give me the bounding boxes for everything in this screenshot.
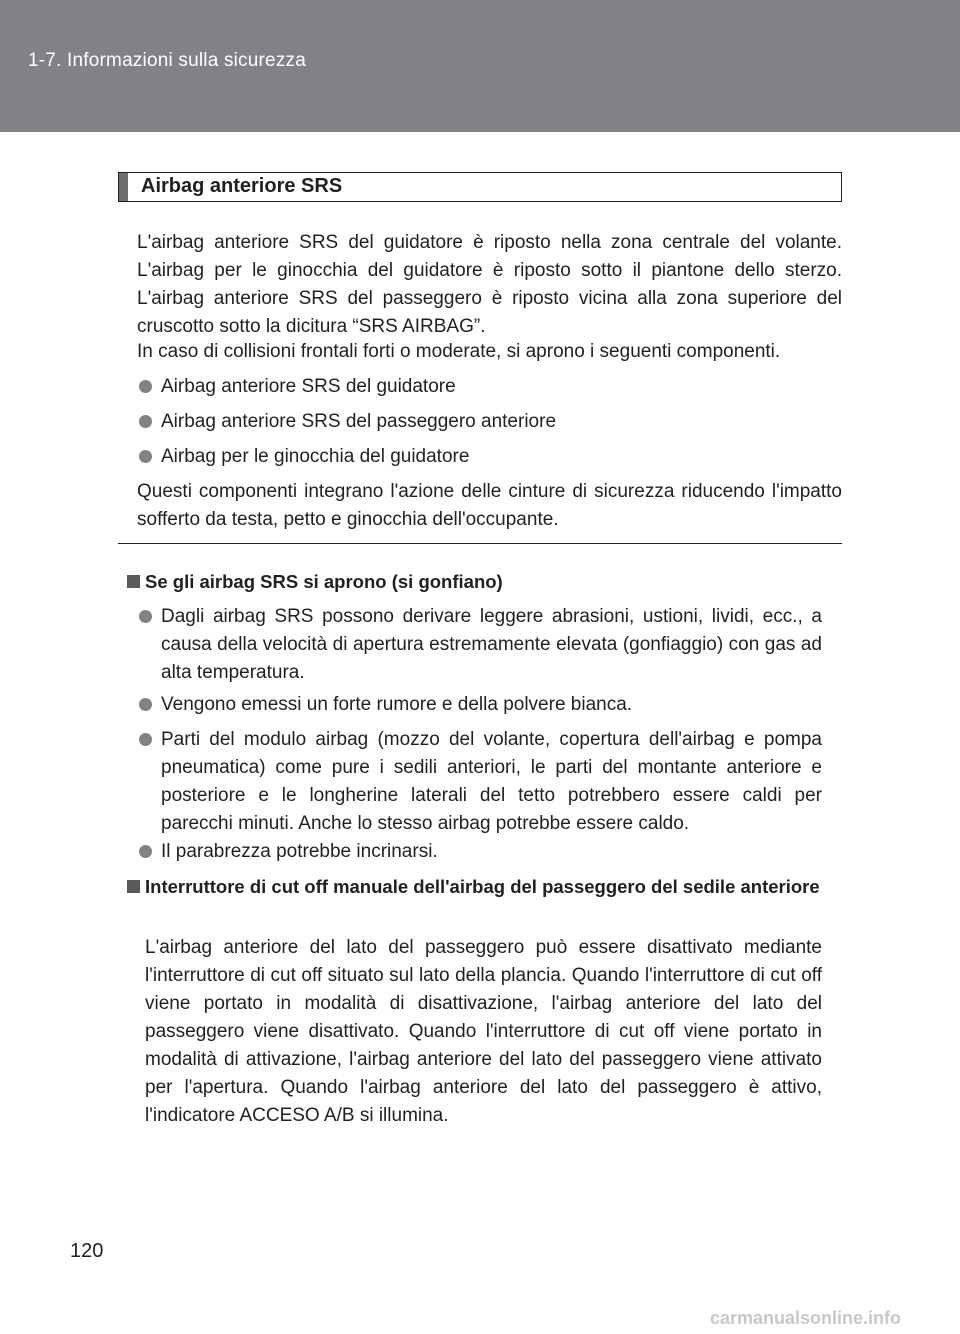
list-item-text: Parti del modulo airbag (mozzo del volante, copertura dell'airbag e pompa pneumatica) come pure i sedili anteriori, le parti del montante anteriore e posteriore e le longherine laterali del tetto potrebbero essere caldi per parecchi minuti. Anche lo stesso airbag potrebbe essere caldo. [161,729,822,834]
section-title: Airbag anteriore SRS [141,175,343,197]
inflate-heading-text: Se gli airbag SRS si aprono (si gonfiano) [145,571,503,592]
page-number: 120 [70,1240,104,1262]
cutoff-heading-text: Interruttore di cut off manuale dell'airbag del passeggero del sedile anteriore [145,876,820,897]
bullet-icon [139,610,152,623]
square-bullet-icon [127,575,140,588]
bullet-icon [139,845,152,858]
list-item-text: Vengono emessi un forte rumore e della polvere bianca. [161,694,633,715]
watermark: carmanualsonline.info [710,1308,902,1328]
breadcrumb: 1-7. Informazioni sulla sicurezza [28,50,306,71]
summary-paragraph: Questi componenti integrano l'azione delle cinture di sicurezza riducendo l'impatto sofferto da testa, petto e ginocchia dell'occupante. [137,481,842,530]
list-item-text: Il parabrezza potrebbe incrinarsi. [161,841,438,862]
bullet-icon [139,380,152,393]
page-header [0,0,960,132]
list-item-text: Dagli airbag SRS possono derivare leggere abrasioni, ustioni, lividi, ecc., a causa della velocità di apertura estremamente elevata (gonfiaggio) con gas ad alta temperatura. [161,606,822,683]
section-divider [118,543,842,544]
intro-paragraph: L'airbag anteriore SRS del guidatore è riposto nella zona centrale del volante. L'airbag per le ginocchia del guidatore è riposto sotto il piantone dello sterzo. L'airbag anteriore SRS del passeggero è riposto vicina alla zona superiore del cruscotto sotto la dicitura “SRS AIRBAG”. [137,232,842,337]
list-item-text: Airbag per le ginocchia del guidatore [161,446,470,467]
bullet-icon [139,450,152,463]
section-title-bar [119,173,128,201]
cutoff-paragraph: L'airbag anteriore del lato del passeggero può essere disattivato mediante l'interruttore di cut off situato sul lato della plancia. Quando l'interruttore di cut off viene portato in modalità di disattivazione, l'airbag anteriore del lato del passeggero viene disattivato. Quando l'interruttore di cut off viene portato in modalità di attivazione, l'airbag anteriore del lato del passeggero viene attivato per l'apertura. Quando l'airbag anteriore del lato del passeggero è attivo, l'indicatore ACCESO A/B si illumina. [145,937,822,1126]
bullet-icon [139,733,152,746]
square-bullet-icon [127,880,140,893]
bullet-icon [139,415,152,428]
list-item-text: Airbag anteriore SRS del guidatore [161,376,456,397]
section-title-box [118,172,842,202]
bullet-icon [139,698,152,711]
list-item-text: Airbag anteriore SRS del passeggero anteriore [161,411,557,432]
collision-paragraph: In caso di collisioni frontali forti o moderate, si aprono i seguenti componenti. [137,341,781,362]
